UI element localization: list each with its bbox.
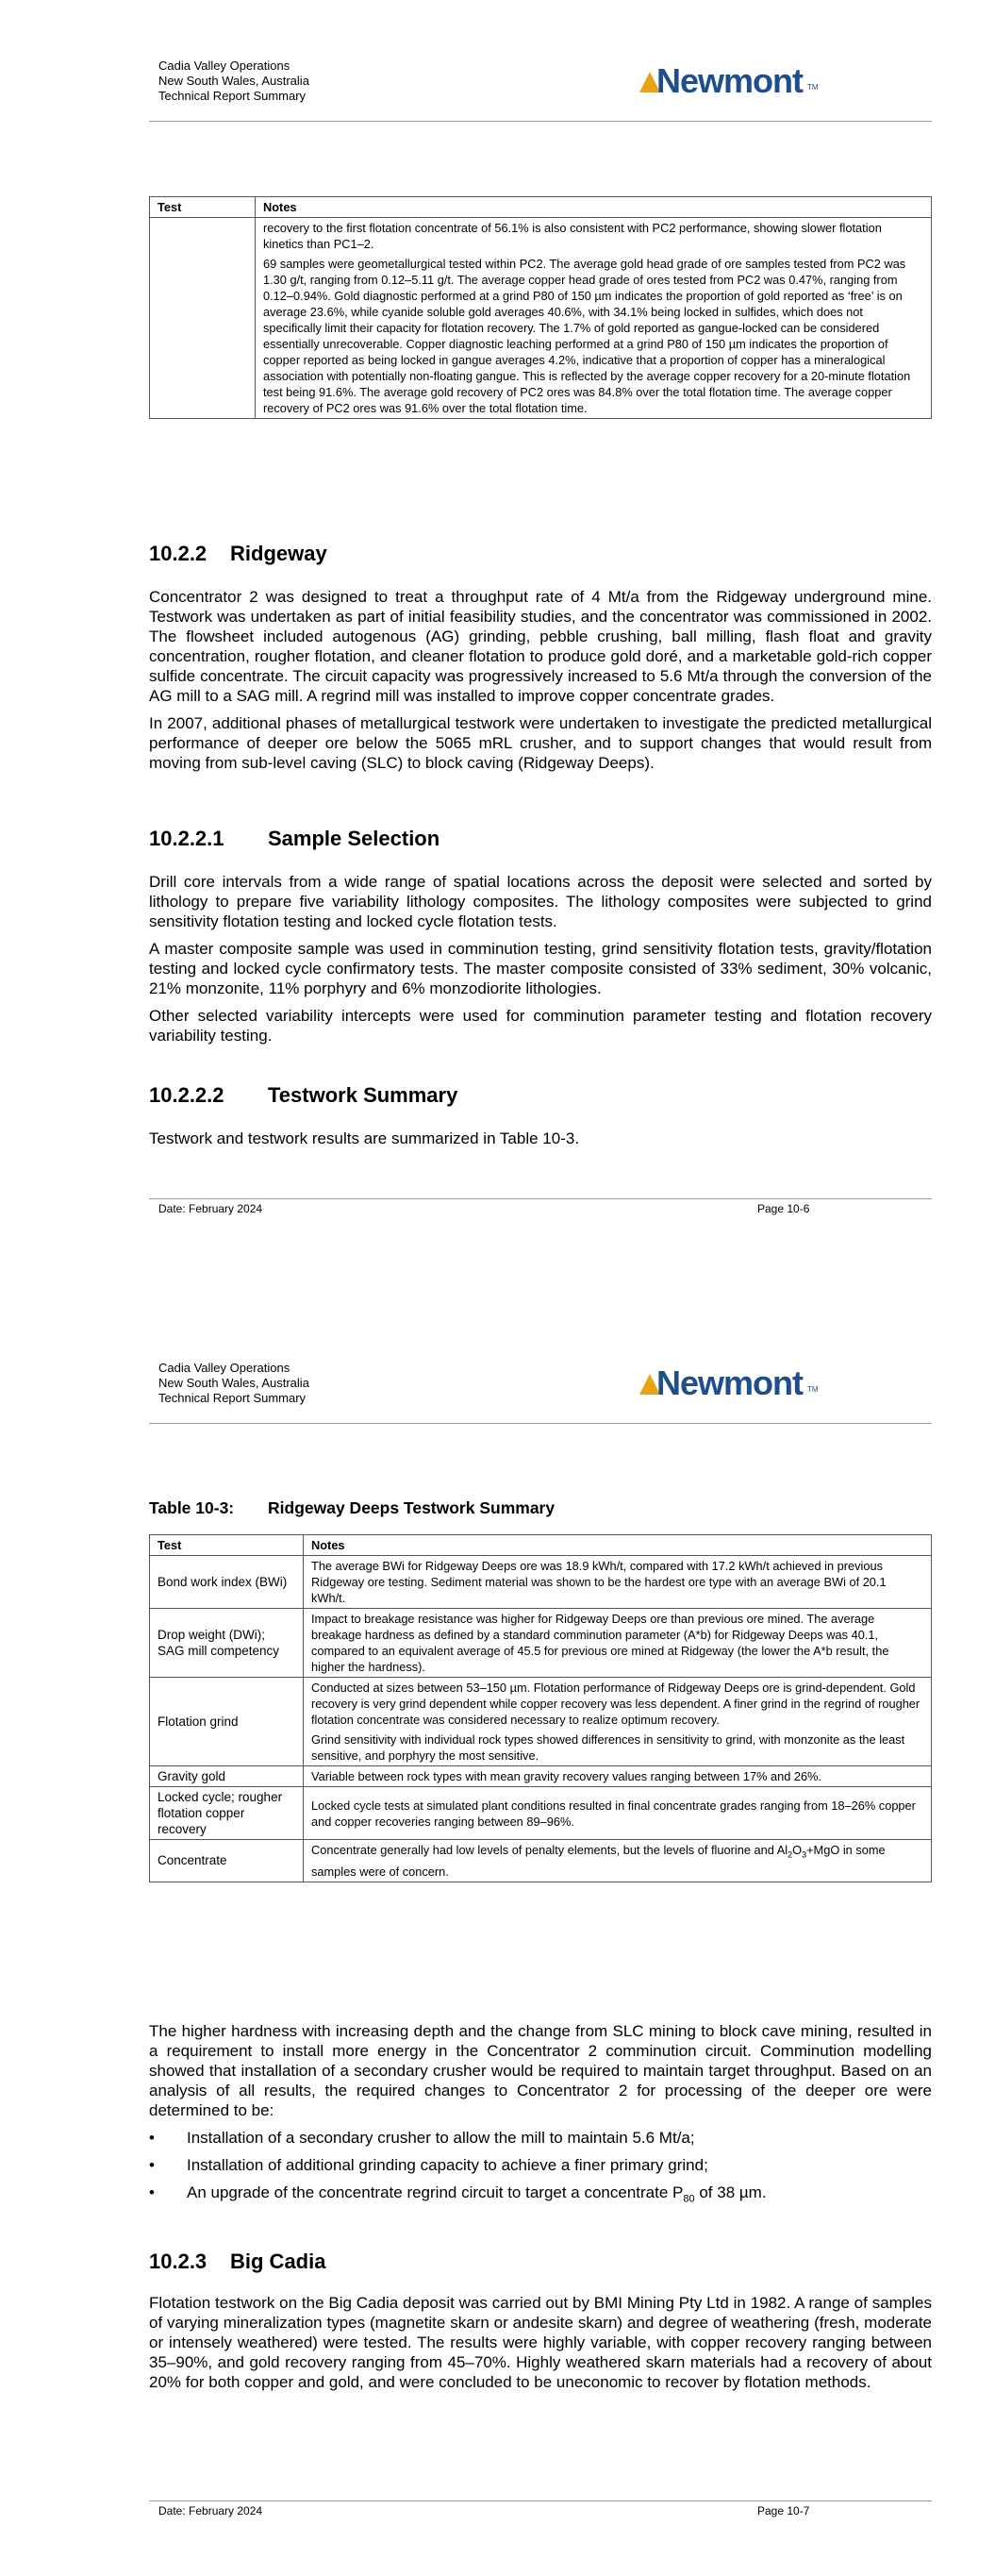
col-header-notes: Notes — [256, 197, 932, 218]
newmont-logo — [639, 1364, 823, 1402]
paragraph: Drill core intervals from a wide range of spatial locations across the deposit were selected and sorted by lithology to prepare five variability lithology composites. The lithology composites were subjected to grind sensitivity flotation testing and locked cycle flotation tests. — [149, 873, 932, 930]
bullet-icon: • — [149, 2183, 155, 2201]
section-title: Sample Selection — [268, 827, 440, 850]
table-row — [150, 1678, 932, 1766]
notes-paragraph: Impact to breakage resistance was higher for Ridgeway Deeps ore than previous ore mined. The average breakage hardness as defined by a standard comminution parameter (A*b) for Ridgeway Deeps was 40.1, compared to an equivalent average of 45.5 for previous ore mined at Ridgeway (the lower the A*b result, the higher the hardness). — [311, 1612, 889, 1674]
table-row — [150, 1787, 932, 1840]
table-caption — [149, 1498, 555, 1518]
logo-trademark: TM — [807, 1385, 819, 1394]
notes-text: +MgO in some samples were of concern. — [311, 1843, 886, 1879]
notes-text: O — [792, 1843, 803, 1857]
section-number: 10.2.2 — [149, 542, 207, 565]
footer-date: Date: February 2024 — [158, 2504, 263, 2517]
paragraph: The higher hardness with increasing depth and the change from SLC mining to block cave mining, resulted in a requirement to install more energy in the Concentrator 2 comminution circuit. Comminution modelling showed that installation of a secondary crusher would be required to maintain target throughput. Based on an analysis of all results, the required changes to Concentrator 2 for processing of the deeper ore were determined to be: — [149, 2022, 932, 2119]
list-item — [149, 2183, 932, 2209]
sample-selection-body — [149, 872, 932, 1053]
list-item — [149, 2155, 932, 2175]
test-cell: Gravity gold — [150, 1766, 304, 1787]
bullet-icon: • — [149, 2156, 155, 2174]
paragraph: In 2007, additional phases of metallurgical testwork were undertaken to investigate the predicted metallurgical performance of deeper ore below the 5065 mRL crusher, and to support changes that would result from moving from sub-level caving (SLC) to block caving (Ridgeway Deeps). — [149, 714, 932, 772]
table-title: Ridgeway Deeps Testwork Summary — [268, 1498, 556, 1517]
col-header-test: Test — [150, 197, 256, 218]
paragraph: Flotation testwork on the Big Cadia deposit was carried out by BMI Mining Pty Ltd in 1982. A range of samples of varying mineralization types (magnetite skarn or andesite skarn) and degree of weathering (fresh, moderate or intensely weathered) were tested. The results were highly variable, with copper recovery ranging between 35–90%, and gold recovery ranging from 45–70%. Highly weathered skarn materials had a recovery of about 20% for both copper and gold, and were concluded to be uneconomic to recover by flotation methods. — [149, 2294, 932, 2391]
bullet-icon: • — [149, 2129, 155, 2147]
list-item-text: of 38 µm. — [694, 2183, 767, 2201]
footer-page-number: Page 10-7 — [757, 2504, 810, 2517]
col-header-test: Test — [150, 1535, 304, 1556]
section-number: 10.2.2.2 — [149, 1083, 224, 1107]
section-heading-10-2-2 — [149, 542, 327, 566]
section-heading-10-2-2-2 — [149, 1083, 457, 1108]
section-title: Ridgeway — [230, 542, 327, 565]
notes-paragraph: Grind sensitivity with individual rock types showed differences in sensitivity to grind, with monzonite as the least sensitive, and porphyry the most sensitive. — [311, 1732, 905, 1763]
section-title: Testwork Summary — [268, 1083, 458, 1107]
page-2 — [0, 1302, 995, 2576]
testwork-summary-body — [149, 1129, 932, 1156]
notes-cell — [304, 1766, 932, 1787]
continued-notes-table — [149, 196, 932, 419]
notes-paragraph: Conducted at sizes between 53–150 µm. Flotation performance of Ridgeway Deeps ore is grind-dependent. Gold recovery is very grind dependent while copper recovery was less dependent. A finer grind in the regrind of rougher flotation concentrate was considered necessary to realize optimum recovery. — [311, 1681, 920, 1727]
table-number: Table 10-3: — [149, 1498, 235, 1517]
paragraph: Testwork and testwork results are summarized in Table 10-3. — [149, 1129, 580, 1147]
test-cell: Drop weight (DWi); SAG mill competency — [150, 1609, 304, 1678]
notes-paragraph: Locked cycle tests at simulated plant conditions resulted in final concentrate grades ranging from 18–26% copper and copper recoveries ranging between 89–96%. — [311, 1798, 916, 1829]
test-cell: Flotation grind — [150, 1678, 304, 1766]
table-row — [150, 218, 932, 419]
header-line-report: Technical Report Summary — [158, 89, 307, 103]
test-cell — [150, 218, 256, 419]
notes-paragraph: The average BWi for Ridgeway Deeps ore was 18.9 kWh/t, compared with 17.2 kWh/t achieved in previous Ridgeway ore testing. Sediment material was shown to be the hardest ore type with an average BWi of 20.1 kWh/t. — [311, 1559, 887, 1605]
header-line-region: New South Wales, Australia — [158, 1376, 309, 1390]
list-item-text: Installation of a secondary crusher to allow the mill to maintain 5.6 Mt/a; — [187, 2129, 695, 2147]
paragraph: Concentrator 2 was designed to treat a throughput rate of 4 Mt/a from the Ridgeway underground mine. Testwork was undertaken as part of initial feasibility studies, and the concentrator was commissioned in 2002. The flowsheet included autogenous (AG) grinding, pebble crushing, ball milling, flash float and gravity concentration, rougher flotation, and cleaner flotation to produce gold doré, and a marketable gold-rich copper sulfide concentrate. The circuit capacity was progressively increased to 5.6 Mt/a through the conversion of the AG mill to a SAG mill. A regrind mill was installed to improve copper concentrate grades. — [149, 588, 932, 705]
subscript: 80 — [683, 2193, 695, 2205]
table-row — [150, 1766, 932, 1787]
bullet-list — [149, 2128, 932, 2209]
notes-paragraph — [311, 1842, 923, 1880]
table-row — [150, 1556, 932, 1609]
notes-paragraph: recovery to the first flotation concentrate of 56.1% is also consistent with PC2 performance, showing slower flotation kinetics than PC1–2. — [263, 221, 882, 251]
notes-cell — [304, 1556, 932, 1609]
paragraph: Other selected variability intercepts were used for comminution parameter testing and flotation recovery variability testing. — [149, 1007, 932, 1045]
paragraph: A master composite sample was used in comminution testing, grind sensitivity flotation tests, gravity/flotation testing and locked cycle confirmatory tests. The master composite consisted of 33% sediment, 30% volcanic, 21% monzonite, 11% porphyry and 6% monzodiorite lithologies. — [149, 940, 932, 997]
header-rule — [149, 121, 932, 122]
header-text — [158, 1361, 309, 1406]
notes-paragraph: 69 samples were geometallurgical tested within PC2. The average gold head grade of ore samples tested from PC2 was 1.30 g/t, ranging from 0.12–5.11 g/t. The average copper head grade of ores tested from PC2 was 0.47%, ranging from 0.12–0.94%. Gold diagnostic performed at a grind P80 of 150 µm indicates the proportion of gold reported as ‘free’ is on average 23.6%, while cyanide soluble gold averages 40.6%, with 34.1% being locked in sulfides, which does not specifically limit their capacity for flotation recovery. The 1.7% of gold reported as gangue-locked can be considered essentially unrecoverable. Copper diagnostic leaching performed at a grind P80 of 150 µm indicates the proportion of copper reported as being locked in gangue averages 4.2%, indicative that a proportion of copper has a mineralogical association with potentially non-floating gangue. This is reflected by the average copper recovery for a 20-minute flotation test being 91.6%. The average gold recovery of PC2 ores was 84.8% over the total flotation time. The average copper recovery of PC2 ores was 91.6% over the total flotation time. — [263, 257, 911, 415]
notes-cell — [304, 1787, 932, 1840]
header-line-operation: Cadia Valley Operations — [158, 1361, 290, 1375]
notes-paragraph: Variable between rock types with mean gravity recovery values ranging between 17% and 26%. — [311, 1769, 822, 1783]
ridgeway-body — [149, 587, 932, 780]
logo-wordmark: Newmont — [656, 1363, 803, 1402]
footer-page-number: Page 10-6 — [757, 1202, 810, 1215]
table-row — [150, 1840, 932, 1882]
test-cell: Bond work index (BWi) — [150, 1556, 304, 1609]
header-line-operation: Cadia Valley Operations — [158, 59, 290, 73]
notes-cell — [256, 218, 932, 419]
deeper-ore-body — [149, 2021, 932, 2216]
newmont-logo — [639, 62, 823, 100]
list-item-text: An upgrade of the concentrate regrind circuit to target a concentrate P — [187, 2183, 684, 2201]
notes-text: Concentrate generally had low levels of penalty elements, but the levels of fluorine and Al — [311, 1843, 788, 1857]
test-cell: Concentrate — [150, 1840, 304, 1882]
notes-cell — [304, 1678, 932, 1766]
section-title: Big Cadia — [230, 2250, 326, 2273]
test-cell: Locked cycle; rougher flotation copper recovery — [150, 1787, 304, 1840]
section-number: 10.2.3 — [149, 2250, 207, 2273]
subscript: 3 — [802, 1849, 807, 1860]
list-item-text: Installation of additional grinding capacity to achieve a finer primary grind; — [187, 2156, 708, 2174]
table-row — [150, 1609, 932, 1678]
list-item — [149, 2128, 932, 2148]
header-line-report: Technical Report Summary — [158, 1391, 307, 1405]
logo-wordmark: Newmont — [656, 61, 803, 100]
notes-cell — [304, 1609, 932, 1678]
col-header-notes: Notes — [304, 1535, 932, 1556]
section-number: 10.2.2.1 — [149, 827, 224, 850]
footer-date: Date: February 2024 — [158, 1202, 263, 1215]
big-cadia-body — [149, 2293, 932, 2400]
table-header-row — [150, 1535, 932, 1556]
header-text — [158, 59, 309, 104]
header-line-region: New South Wales, Australia — [158, 74, 309, 88]
footer-rule — [149, 1198, 932, 1199]
ridgeway-deeps-table — [149, 1534, 932, 1882]
section-heading-10-2-3 — [149, 2250, 325, 2274]
table-header-row — [150, 197, 932, 218]
section-heading-10-2-2-1 — [149, 827, 439, 851]
logo-trademark: TM — [807, 83, 819, 92]
header-rule — [149, 1423, 932, 1424]
notes-cell — [304, 1840, 932, 1882]
subscript: 2 — [788, 1849, 793, 1860]
